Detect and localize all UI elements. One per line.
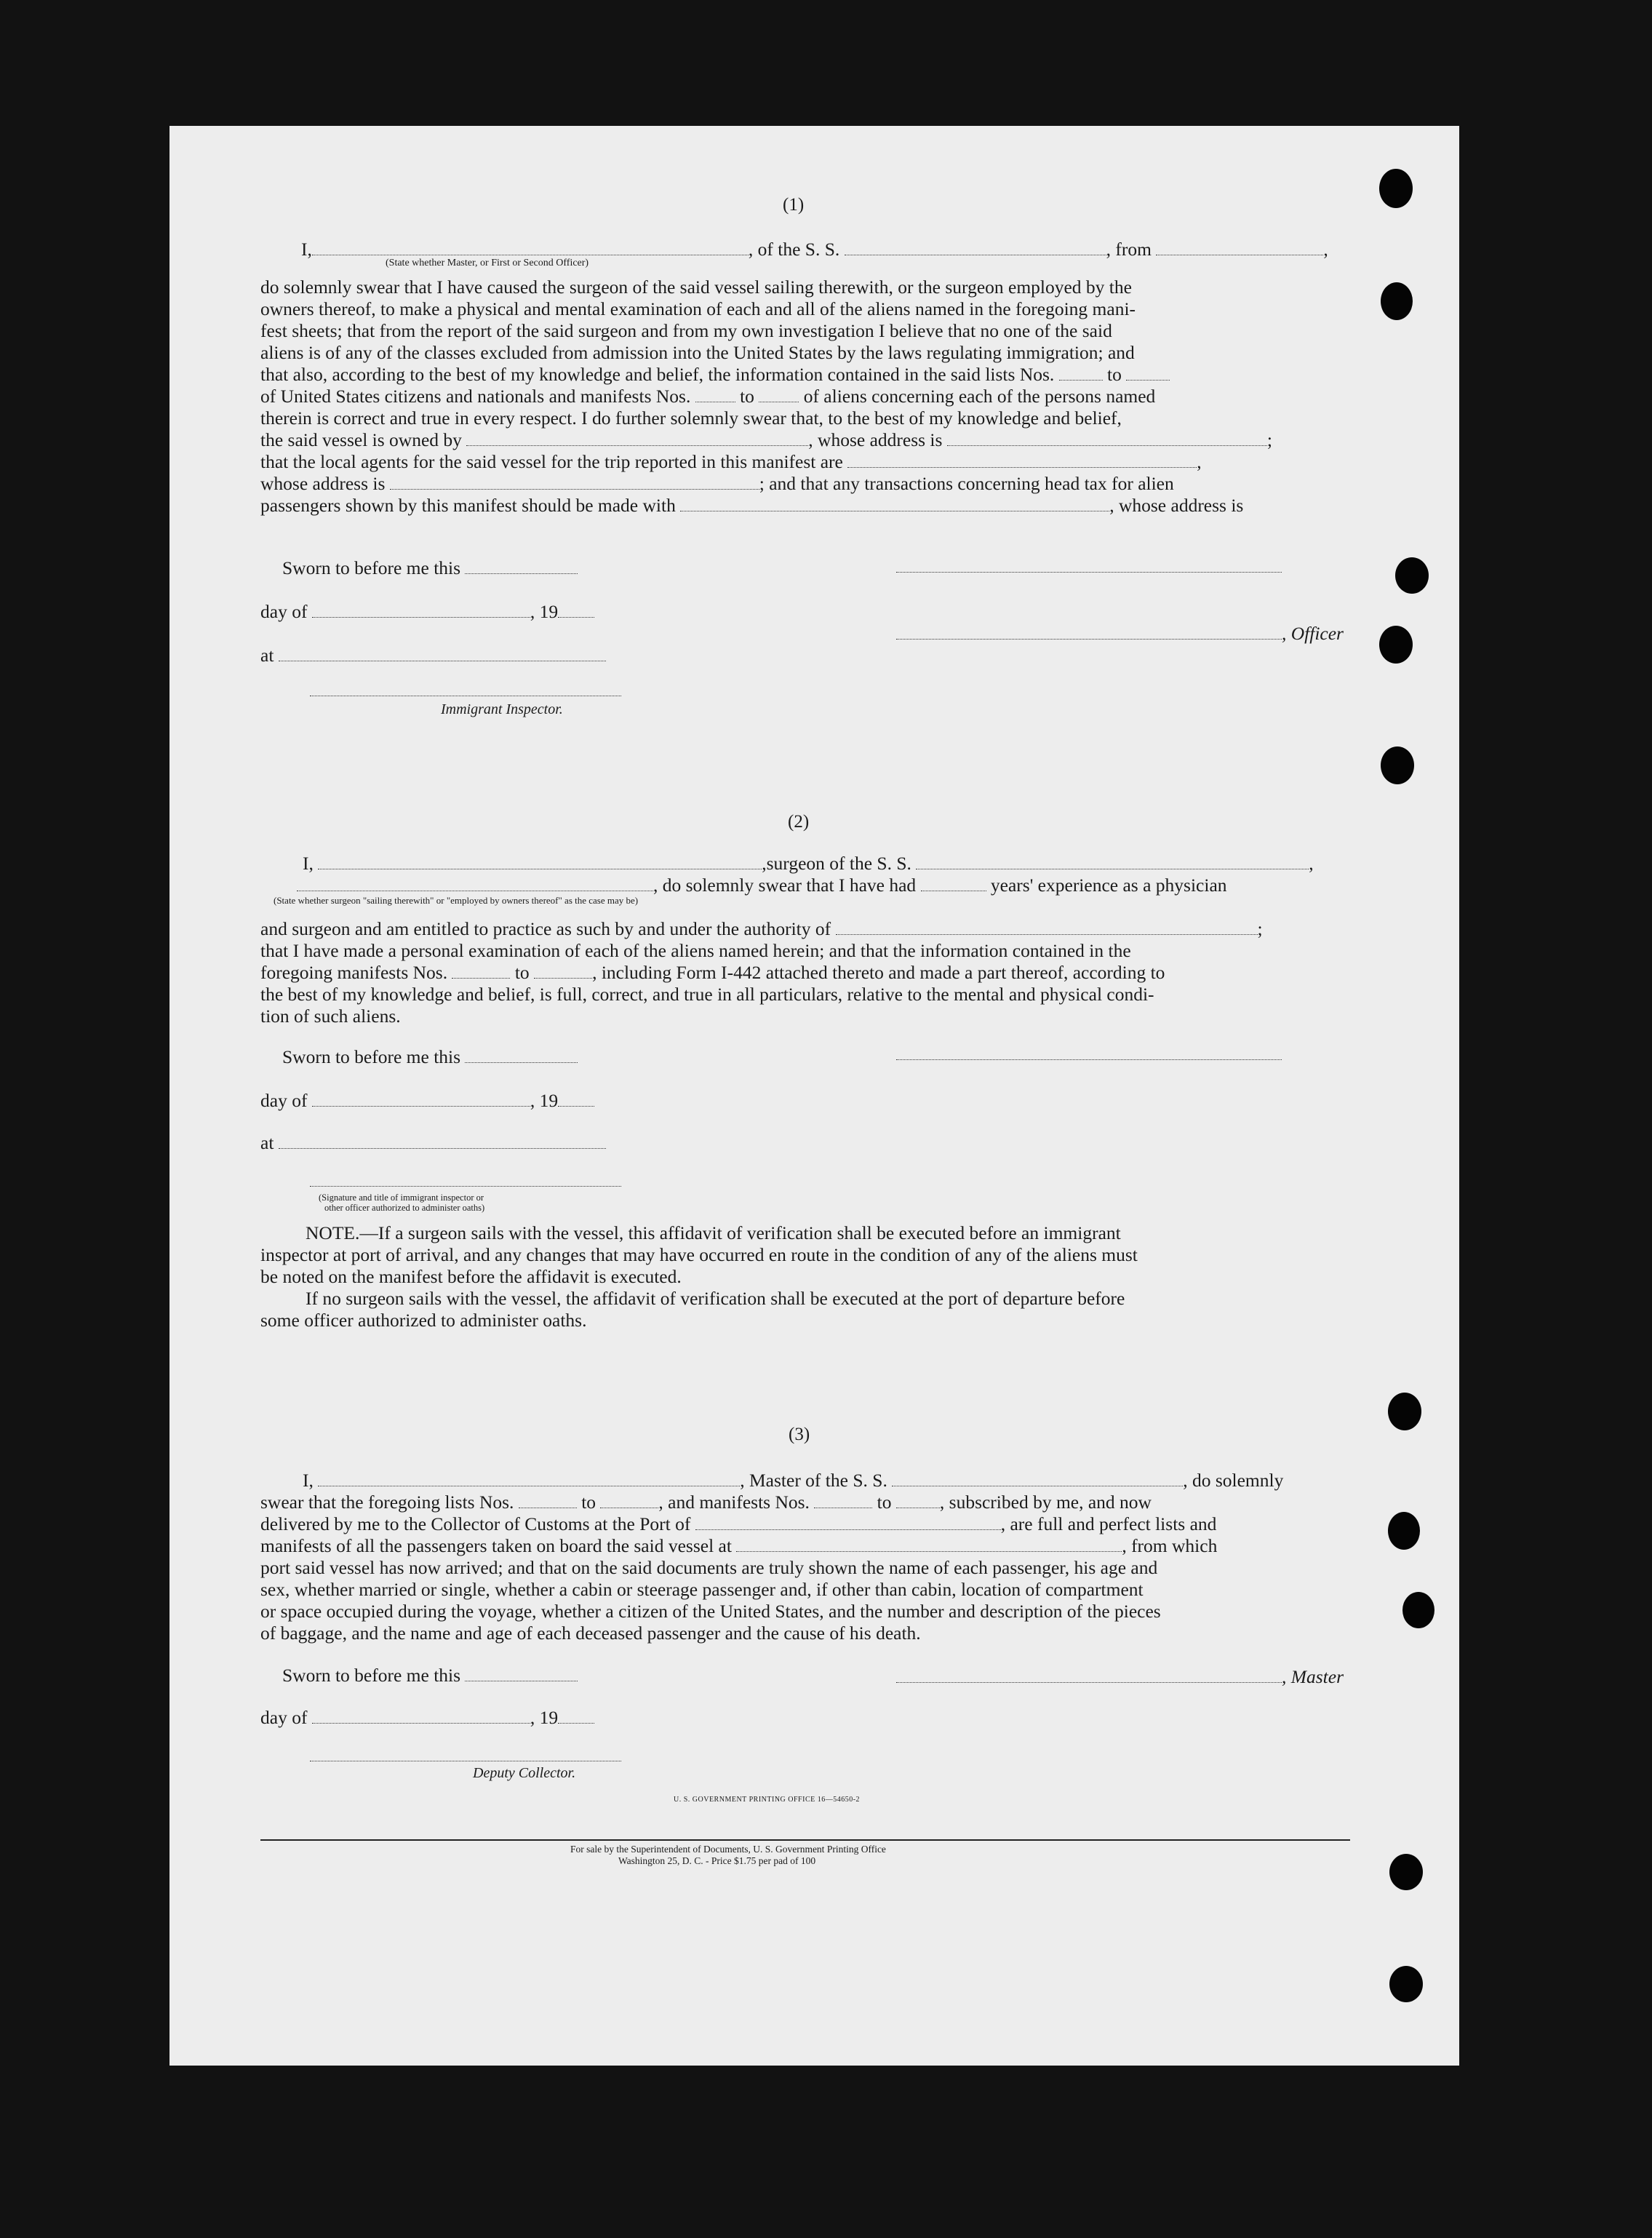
master-name-blank[interactable] [318, 1473, 740, 1486]
section-3-line-6: sex, whether married or single, whether a cabin or steerage passenger and, if other than cabin, location of compartment [260, 1579, 1144, 1600]
at-line-1: at [260, 645, 606, 666]
vessel-name-blank-2[interactable] [916, 856, 1309, 869]
section-3-line-3: delivered by me to the Collector of Customs at the Port of , are full and perfect lists and [260, 1513, 1217, 1534]
surgeon-name-blank[interactable] [318, 856, 762, 869]
owner-blank[interactable] [466, 432, 808, 446]
at-place-blank-2[interactable] [279, 1135, 606, 1149]
binder-hole [1402, 1592, 1434, 1628]
departure-port-blank[interactable] [736, 1538, 1122, 1552]
section-1-para-line: do solemnly swear that I have caused the surgeon of the said vessel sailing therewith, or the surgeon employed by the [260, 276, 1132, 298]
section-1-number: (1) [783, 195, 805, 215]
section-3-line-1: I, , Master of the S. S. , do solemnly [303, 1470, 1284, 1491]
section-1-para-line: owners thereof, to make a physical and mental examination of each and all of the aliens named in the foregoing mani- [260, 298, 1136, 319]
surgeon-signature-line[interactable] [896, 1059, 1282, 1060]
section-1-para-line: the said vessel is owned by , whose address is ; [260, 429, 1272, 450]
manifests-to-blank-3[interactable] [896, 1494, 940, 1508]
vessel-name-blank-3[interactable] [892, 1473, 1183, 1486]
sig-caption-1: (Signature and title of immigrant inspector or [319, 1192, 484, 1203]
officer-signature-line-1[interactable] [896, 572, 1282, 573]
officer-caption: (State whether Master, or First or Second Officer) [386, 258, 589, 268]
port-blank[interactable] [695, 1516, 1001, 1530]
inspector-caption: Immigrant Inspector. [441, 701, 563, 717]
lists-from-blank-3[interactable] [519, 1494, 577, 1508]
sworn-line-3: Sworn to before me this [282, 1665, 578, 1687]
section-2-line-2: , do solemnly swear that I have had years' experience as a physician [297, 875, 1227, 896]
section-2-line-4: that I have made a personal examination of each of the aliens named herein; and that the information contained in the [260, 940, 1131, 961]
section-2-line-7: tion of such aliens. [260, 1005, 401, 1027]
note-line: If no surgeon sails with the vessel, the affidavit of verification shall be executed at the port of departure before [306, 1288, 1125, 1309]
note-line: NOTE.—If a surgeon sails with the vessel, this affidavit of verification shall be executed before an immigrant [306, 1222, 1121, 1243]
section-1-para-line: whose address is ; and that any transactions concerning head tax for alien [260, 473, 1174, 494]
section-2-line-3: and surgeon and am entitled to practice as such by and under the authority of ; [260, 918, 1263, 939]
binder-hole [1388, 1393, 1421, 1430]
section-1-para-line: that the local agents for the said vessel for the trip reported in this manifest are , [260, 451, 1202, 472]
agents-address-blank[interactable] [390, 476, 759, 490]
binder-hole [1381, 746, 1414, 784]
master-signature-row: , Master [896, 1666, 1344, 1688]
sworn-line-2: Sworn to before me this [282, 1046, 578, 1068]
day-of-blank-3[interactable] [312, 1710, 530, 1724]
local-agents-blank[interactable] [847, 454, 1197, 468]
section-1-para-line: therein is correct and true in every respect. I do further solemnly swear that, to the best of my knowledge and belief, [260, 407, 1122, 429]
year-blank[interactable] [558, 604, 594, 618]
at-place-blank[interactable] [279, 648, 606, 661]
section-1-para-line: aliens is of any of the classes excluded from admission into the United States by the laws regulating immigration; and [260, 342, 1135, 363]
section-3-line-7: or space occupied during the voyage, whether a citizen of the United States, and the number and description of the pieces [260, 1601, 1161, 1622]
day-of-line-3: day of , 19 [260, 1707, 594, 1729]
officer-signature-blank[interactable] [896, 626, 1282, 640]
section-2-number: (2) [788, 812, 810, 832]
manifests-from-blank-3[interactable] [814, 1494, 872, 1508]
at-line-2: at [260, 1132, 606, 1154]
day-of-line-2: day of , 19 [260, 1090, 594, 1112]
binder-hole [1388, 1512, 1420, 1550]
manifests-from-blank[interactable] [695, 389, 735, 402]
lists-to-blank-3[interactable] [600, 1494, 658, 1508]
day-of-line-1: day of , 19 [260, 601, 594, 623]
manifests-from-blank-2[interactable] [452, 965, 510, 979]
officer-name-blank[interactable] [312, 242, 749, 255]
section-1-para-line: of United States citizens and nationals and manifests Nos. to of aliens concerning each of the persons named [260, 386, 1156, 407]
sworn-day-blank-2[interactable] [465, 1049, 578, 1063]
binder-hole [1379, 626, 1413, 664]
sworn-day-blank[interactable] [465, 560, 578, 574]
binder-hole [1395, 557, 1429, 594]
surgeon-status-blank[interactable] [297, 877, 653, 891]
binder-hole [1389, 1854, 1423, 1890]
sworn-day-blank-3[interactable] [465, 1668, 578, 1681]
surgeon-caption: (State whether surgeon "sailing therewith" or "employed by owners thereof" as the case may be) [274, 895, 639, 906]
section-2-line-1: I, ,surgeon of the S. S. , [303, 853, 1314, 874]
note-line: inspector at port of arrival, and any changes that may have occurred en route in the condition of any of the aliens must [260, 1244, 1138, 1265]
section-1-line-1: I, , of the S. S. , from , [301, 239, 1328, 260]
authorized-officer-signature-line[interactable] [310, 1186, 621, 1187]
year-blank-3[interactable] [558, 1710, 594, 1724]
year-blank-2[interactable] [558, 1093, 594, 1107]
section-2-line-5: foregoing manifests Nos. to , including Form I-442 attached thereto and made a part thereof, according to [260, 962, 1165, 983]
section-3-number: (3) [789, 1425, 810, 1444]
printing-office-code: U. S. GOVERNMENT PRINTING OFFICE 16—54650-2 [674, 1796, 861, 1804]
sale-notice-line-2: Washington 25, D. C. - Price $1.75 per pad of 100 [618, 1855, 816, 1866]
section-3-line-8: of baggage, and the name and age of each deceased passenger and the cause of his death. [260, 1622, 921, 1644]
section-1-para-line: that also, according to the best of my knowledge and belief, the information contained in the said lists Nos. to [260, 364, 1170, 386]
head-tax-contact-blank[interactable] [680, 498, 1109, 511]
section-3-line-2: swear that the foregoing lists Nos. to , and manifests Nos. to , subscribed by me, and now [260, 1492, 1152, 1513]
manifests-to-blank[interactable] [759, 389, 799, 402]
binder-hole [1379, 169, 1413, 208]
section-3-line-4: manifests of all the passengers taken on board the said vessel at , from which [260, 1535, 1218, 1556]
day-of-blank-2[interactable] [312, 1093, 530, 1107]
lists-to-blank[interactable] [1126, 367, 1170, 381]
day-of-blank[interactable] [312, 604, 530, 618]
footer-rule [260, 1839, 1350, 1841]
owner-address-blank[interactable] [947, 432, 1267, 446]
lists-from-blank[interactable] [1059, 367, 1103, 381]
section-1-para-line: fest sheets; that from the report of the said surgeon and from my own investigation I believe that no one of the said [260, 320, 1112, 341]
from-port-blank[interactable] [1156, 242, 1323, 255]
sworn-line-1: Sworn to before me this [282, 557, 578, 579]
note-line: some officer authorized to administer oaths. [260, 1310, 587, 1331]
years-blank[interactable] [921, 877, 986, 891]
binder-hole [1389, 1966, 1423, 2002]
section-2-line-6: the best of my knowledge and belief, is full, correct, and true in all particulars, relative to the mental and physical condi- [260, 984, 1154, 1005]
manifests-to-blank-2[interactable] [534, 965, 592, 979]
deputy-caption: Deputy Collector. [473, 1765, 576, 1781]
master-signature-blank[interactable] [896, 1669, 1282, 1683]
officer-signature-row: , Officer [896, 623, 1344, 645]
section-1-para-line: passengers shown by this manifest should be made with , whose address is [260, 495, 1244, 516]
authority-blank[interactable] [836, 921, 1258, 935]
vessel-name-blank[interactable] [845, 242, 1106, 255]
section-3-line-5: port said vessel has now arrived; and that on the said documents are truly shown the name of each passenger, his age and [260, 1557, 1158, 1578]
sale-notice-line-1: For sale by the Superintendent of Documents, U. S. Government Printing Office [570, 1844, 886, 1855]
note-line: be noted on the manifest before the affidavit is executed. [260, 1266, 682, 1287]
sig-caption-2: other officer authorized to administer oaths) [324, 1203, 485, 1213]
binder-hole [1381, 282, 1413, 320]
